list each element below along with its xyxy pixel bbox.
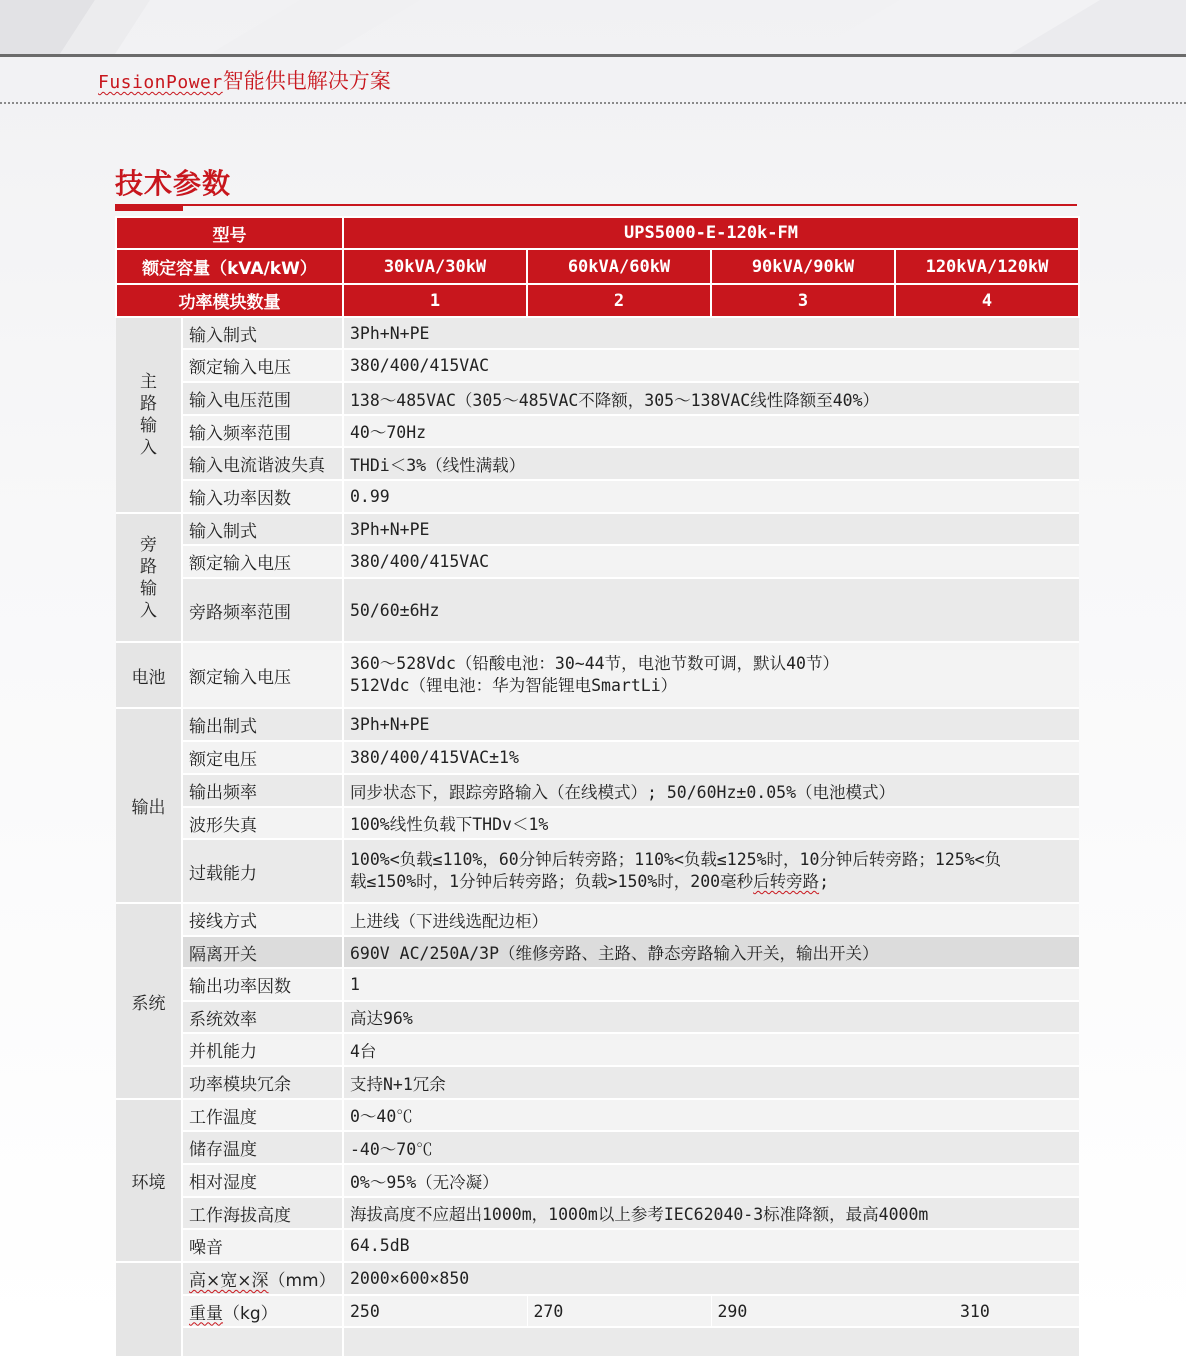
label-fragment: （kg） [223,1303,278,1324]
row-label: 输入电流谐波失真 [182,447,343,480]
row-value: 3Ph+N+PE [343,513,1079,545]
row-label: 输入电压范围 [182,382,343,415]
table-row [116,1001,1079,1033]
row-value: 3Ph+N+PE [343,317,1079,349]
table-row [116,480,1079,513]
table-row [116,382,1079,415]
header-bar [0,54,1186,57]
table-row [116,578,1079,642]
row-label: 过载能力 [182,839,343,903]
row-value: 380/400/415VAC±1% [343,741,1079,774]
table-row [116,1262,1079,1295]
table-row [116,1099,1079,1131]
row-label: 波形失真 [182,807,343,839]
table-row [116,1066,1079,1099]
table-row [116,1131,1079,1164]
group-main-input [116,317,182,513]
value-line: 100%<负载≤110%，60分钟后转旁路；110%<负载≤125%时，10分钟后转旁路；125%<负 [350,850,1002,869]
row-value: 1 [343,968,1079,1001]
row-label: 输出功率因数 [182,968,343,1001]
row-value: -40～70℃ [343,1131,1079,1164]
modules-row [116,284,1079,317]
row-label: 储存温度 [182,1131,343,1164]
table-row [116,708,1079,741]
value-line: 512Vdc（锂电池：华为智能锂电SmartLi） [350,676,678,695]
row-label: 输入制式 [182,317,343,349]
row-value: 100%线性负载下THDv＜1% [343,807,1079,839]
value-line-2 [350,871,1073,893]
row-value: 支持N+1冗余 [343,1066,1079,1099]
table-row [116,1164,1079,1197]
capacity-cell: 60kVA/60kW [527,249,711,284]
row-label: 噪音 [182,1229,343,1262]
row-value: 380/400/415VAC [343,545,1079,578]
row-label: 额定输入电压 [182,642,343,708]
row-label [182,1262,343,1295]
table-row [116,936,1079,968]
table-row [116,415,1079,447]
model-value: UPS5000-E-120k-FM [343,217,1079,249]
table-row [116,545,1079,578]
brand-name: FusionPower [98,72,223,93]
capacity-cell: 90kVA/90kW [711,249,895,284]
table-row [116,317,1079,349]
row-value: 380/400/415VAC [343,349,1079,382]
table-row [116,839,1079,903]
row-label: 系统效率 [182,1001,343,1033]
row-value: 海拔高度不应超出1000m，1000m以上参考IEC62040-3标准降额，最高4000m [343,1197,1079,1229]
row-label: 隔离开关 [182,936,343,968]
row-value: 4台 [343,1033,1079,1066]
row-value: 0.99 [343,480,1079,513]
value-line: 360～528Vdc（铅酸电池：30~44节，电池节数可调，默认40节） [350,654,839,673]
row-value [343,642,1079,708]
row-value: 290 [711,1295,895,1327]
row-value: 高达96% [343,1001,1079,1033]
capacity-cell: 30kVA/30kW [343,249,527,284]
row-label: 工作海拔高度 [182,1197,343,1229]
value-fragment: ; [819,872,830,891]
label-fragment: 高×宽×深 [189,1271,269,1291]
table-row [116,349,1079,382]
group-bypass-input [116,513,182,642]
row-label: 输出制式 [182,708,343,741]
modules-cell: 2 [527,284,711,317]
row-label: 额定输入电压 [182,349,343,382]
row-label: 旁路频率范围 [182,578,343,642]
group-battery: 电池 [116,642,182,708]
table-row [116,447,1079,480]
group-output: 输出 [116,708,182,903]
title-rule [115,204,1077,206]
section-title: 技术参数 [115,167,232,200]
group-system: 系统 [116,903,182,1099]
table-row [116,968,1079,1001]
header-divider [0,102,1186,104]
modules-cell: 3 [711,284,895,317]
row-label: 并机能力 [182,1033,343,1066]
row-label: 输入频率范围 [182,415,343,447]
row-value: 270 [527,1295,711,1327]
row-label: 功率模块冗余 [182,1066,343,1099]
group-name: 主路输入 [140,372,157,458]
group-environment: 环境 [116,1099,182,1262]
row-value: THDi＜3%（线性满载） [343,447,1079,480]
capacity-cell: 120kVA/120kW [895,249,1079,284]
table-row [116,513,1079,545]
header-decoration [0,0,1186,60]
row-value: 40～70Hz [343,415,1079,447]
modules-cell: 1 [343,284,527,317]
modules-label: 功率模块数量 [116,284,343,317]
row-label: 额定电压 [182,741,343,774]
row-label: 接线方式 [182,903,343,936]
label-fragment: （mm） [268,1271,336,1291]
capacity-row [116,249,1079,284]
table-row [116,642,1079,708]
title-rule-accent [115,204,183,211]
row-label: 输出频率 [182,774,343,807]
row-value [343,839,1079,903]
row-value: 310 [895,1295,1079,1327]
row-value: 上进线（下进线选配边柜） [343,903,1079,936]
row-value: 0～40℃ [343,1099,1079,1131]
value-fragment: 后转旁路 [753,872,820,891]
row-value: 3Ph+N+PE [343,708,1079,741]
row-value: 2000×600×850 [343,1262,1079,1295]
brand-subtitle: 智能供电解决方案 [222,69,391,93]
row-label: 相对湿度 [182,1164,343,1197]
capacity-label: 额定容量（kVA/kW） [116,249,343,284]
row-value [343,1327,1079,1357]
group-name: 旁路输入 [140,534,157,621]
table-row [116,1229,1079,1262]
label-fragment: 重量 [189,1303,223,1324]
table-row [116,1197,1079,1229]
group-physical [116,1262,182,1357]
row-label [182,1295,343,1327]
table-row [116,903,1079,936]
row-label [182,1327,343,1357]
row-label: 输入制式 [182,513,343,545]
table-row [116,807,1079,839]
row-label: 工作温度 [182,1099,343,1131]
row-label: 额定输入电压 [182,545,343,578]
row-value: 50/60±6Hz [343,578,1079,642]
table-row [116,774,1079,807]
table-row [116,1295,1079,1327]
modules-cell: 4 [895,284,1079,317]
value-fragment: 载≤150%时，1分钟后转旁路；负载>150%时，200毫秒 [350,872,754,891]
row-label: 输入功率因数 [182,480,343,513]
table-row [116,1033,1079,1066]
table-row [116,1327,1079,1357]
row-value: 250 [343,1295,527,1327]
model-row [116,217,1079,249]
spec-table [115,216,1080,1358]
brand-title [98,66,391,96]
table-row [116,741,1079,774]
row-value: 138～485VAC（305～485VAC不降额，305～138VAC线性降额至40%） [343,382,1079,415]
row-value: 同步状态下，跟踪旁路输入（在线模式）; 50/60Hz±0.05%（电池模式） [343,774,1079,807]
row-value: 690V AC/250A/3P（维修旁路、主路、静态旁路输入开关，输出开关） [343,936,1079,968]
model-label: 型号 [116,217,343,249]
row-value: 64.5dB [343,1229,1079,1262]
row-value: 0%～95%（无冷凝） [343,1164,1079,1197]
